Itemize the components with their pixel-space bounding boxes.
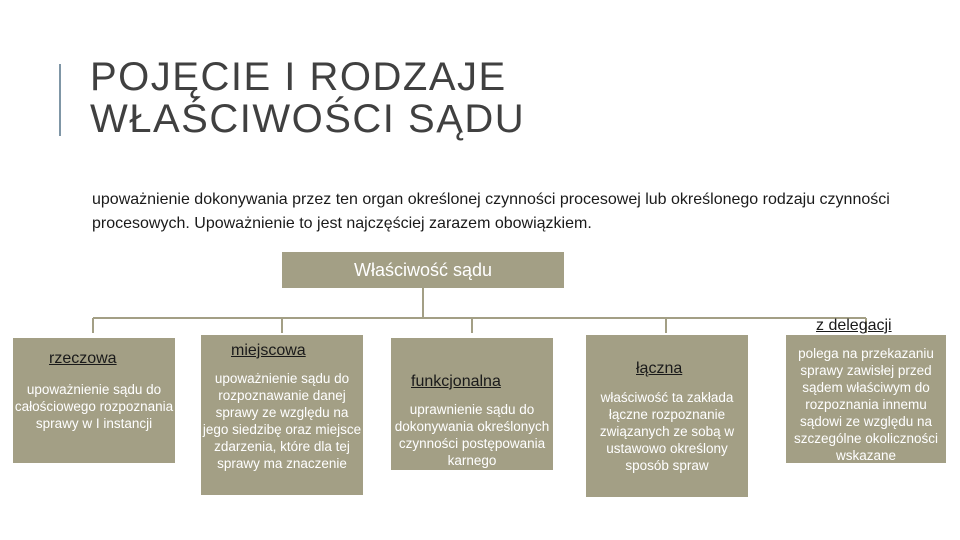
root-node: Właściwość sądu — [282, 252, 564, 288]
node-rzeczowa-label: rzeczowa — [49, 350, 117, 367]
slide-title-line-1: POJĘCIE I RODZAJE — [90, 55, 507, 99]
node-miejscowa-label: miejscowa — [231, 342, 306, 359]
node-miejscowa-text: upoważnienie sądu do rozpoznawanie danej sprawy ze względu na jego siedzibę oraz miejsce zdarzenia, które dla tej sprawy ma znaczenie — [202, 371, 362, 471]
node-laczna-text: właściwość ta zakłada łączne rozpoznanie związanych ze sobą w ustawowo określony sposób spraw — [599, 390, 735, 473]
node-laczna-label: łączna — [636, 360, 683, 377]
node-funkcjonalna-box — [391, 338, 553, 470]
slide-title-line-2: WŁAŚCIWOŚCI SĄDU — [90, 97, 526, 141]
node-delegacja-label: z delegacji — [816, 317, 892, 334]
node-delegacja-box — [786, 335, 946, 463]
slide-description: upoważnienie dokonywania przez ten organ określonej czynności procesowej lub określonego rodzaju czynności procesowych. Upoważnienie to jest najczęściej zarazem obowiązkiem. — [92, 191, 890, 232]
node-rzeczowa-text: upoważnienie sądu do całościowego rozpoznania sprawy w I instancji — [14, 382, 174, 431]
node-funkcjonalna-label: funkcjonalna — [411, 373, 501, 390]
node-funkcjonalna-text: uprawnienie sądu do dokonywania określonych czynności postępowania karnego — [394, 402, 550, 468]
node-delegacja-text: polega na przekazaniu sprawy zawisłej przed sądem właściwym do rozpoznania innemu sądowi ze względu na szczególne okoliczności wskazane — [793, 346, 939, 463]
